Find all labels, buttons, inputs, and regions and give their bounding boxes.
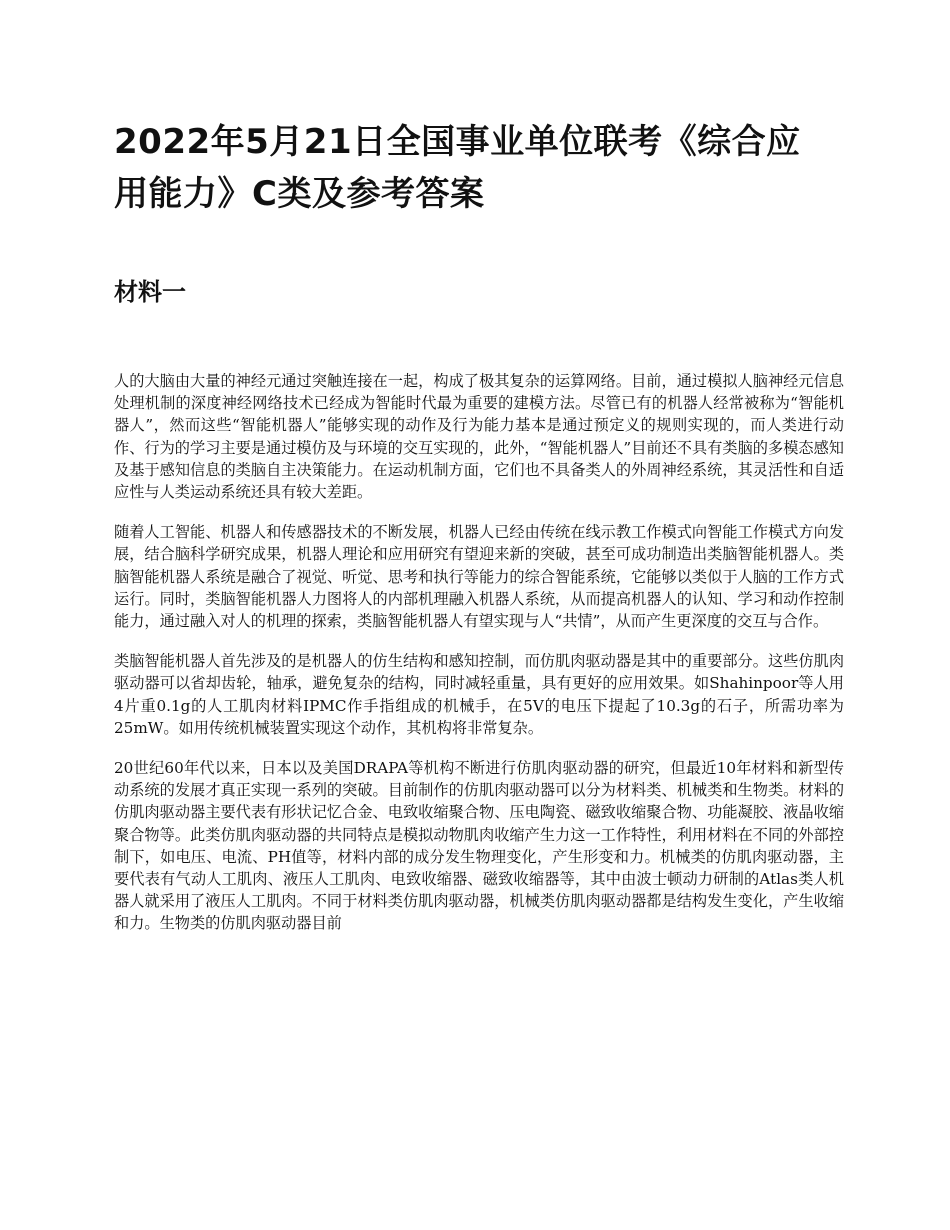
paragraph-4: 20世纪60年代以来，日本以及美国DRAPA等机构不断进行仿肌肉驱动器的研究，但最近10年材料和新型传动系统的发展才真正实现一系列的突破。目前制作的仿肌肉驱动器可以分为材料类、机械类和生物类。材料的仿肌肉驱动器主要代表有形状记忆合金、电致收缩聚合物、压电陶瓷、磁致收缩聚合物、功能凝胶、液晶收缩聚合物等。此类仿肌肉驱动器的共同特点是模拟动物肌肉收缩产生力这一工作特性，利用材料在不同的外部控制下，如电压、电流、PH值等，材料内部的成分发生物理变化，产生形变和力。机械类的仿肌肉驱动器，主要代表有气动人工肌肉、液压人工肌肉、电致收缩器、磁致收缩器等，其中由波士顿动力研制的Atlas类人机器人就采用了液压人工肌肉。不同于材料类仿肌肉驱动器，机械类仿肌肉驱动器都是结构发生变化，产生收缩和力。生物类的仿肌肉驱动器目前 [114, 759, 844, 933]
document-title: 2022年5月21日全国事业单位联考《综合应用能力》C类及参考答案 [114, 122, 801, 214]
paragraph-3: 类脑智能机器人首先涉及的是机器人的仿生结构和感知控制，而仿肌肉驱动器是其中的重要部分。这些仿肌肉驱动器可以省却齿轮，轴承，避免复杂的结构，同时减轻重量，具有更好的应用效果。如Shahinpoor等人用4片重0.1g的人工肌肉材料IPMC作手指组成的机械手，在5V的电压下提起了10.3g的石子，所需功率为25mW。如用传统机械装置实现这个动作，其机构将非常复杂。 [114, 652, 844, 737]
paragraph-2: 随着人工智能、机器人和传感器技术的不断发展，机器人已经由传统在线示教工作模式向智能工作模式方向发展，结合脑科学研究成果，机器人理论和应用研究有望迎来新的突破，甚至可成功制造出类脑智能机器人。类脑智能机器人系统是融合了视觉、听觉、思考和执行等能力的综合智能系统，它能够以类似于人脑的工作方式运行。同时，类脑智能机器人力图将人的内部机理融入机器人系统，从而提高机器人的认知、学习和动作控制能力，通过融入对人的机理的探索，类脑智能机器人有望实现与人“共情”，从而产生更深度的交互与合作。 [114, 523, 844, 631]
document-body [114, 370, 844, 953]
section-heading: 材料一 [114, 278, 186, 306]
paragraph-1: 人的大脑由大量的神经元通过突触连接在一起，构成了极其复杂的运算网络。目前，通过模拟人脑神经元信息处理机制的深度神经网络技术已经成为智能时代最为重要的建模方法。尽管已有的机器人经常被称为“智能机器人”，然而这些“智能机器人”能够实现的动作及行为能力基本是通过预定义的规则实现的，而人类进行动作、行为的学习主要是通过模仿及与环境的交互实现的，此外，“智能机器人”目前还不具有类脑的多模态感知及基于感知信息的类脑自主决策能力。在运动机制方面，它们也不具备类人的外周神经系统，其灵活性和自适应性与人类运动系统还具有较大差距。 [114, 372, 844, 502]
